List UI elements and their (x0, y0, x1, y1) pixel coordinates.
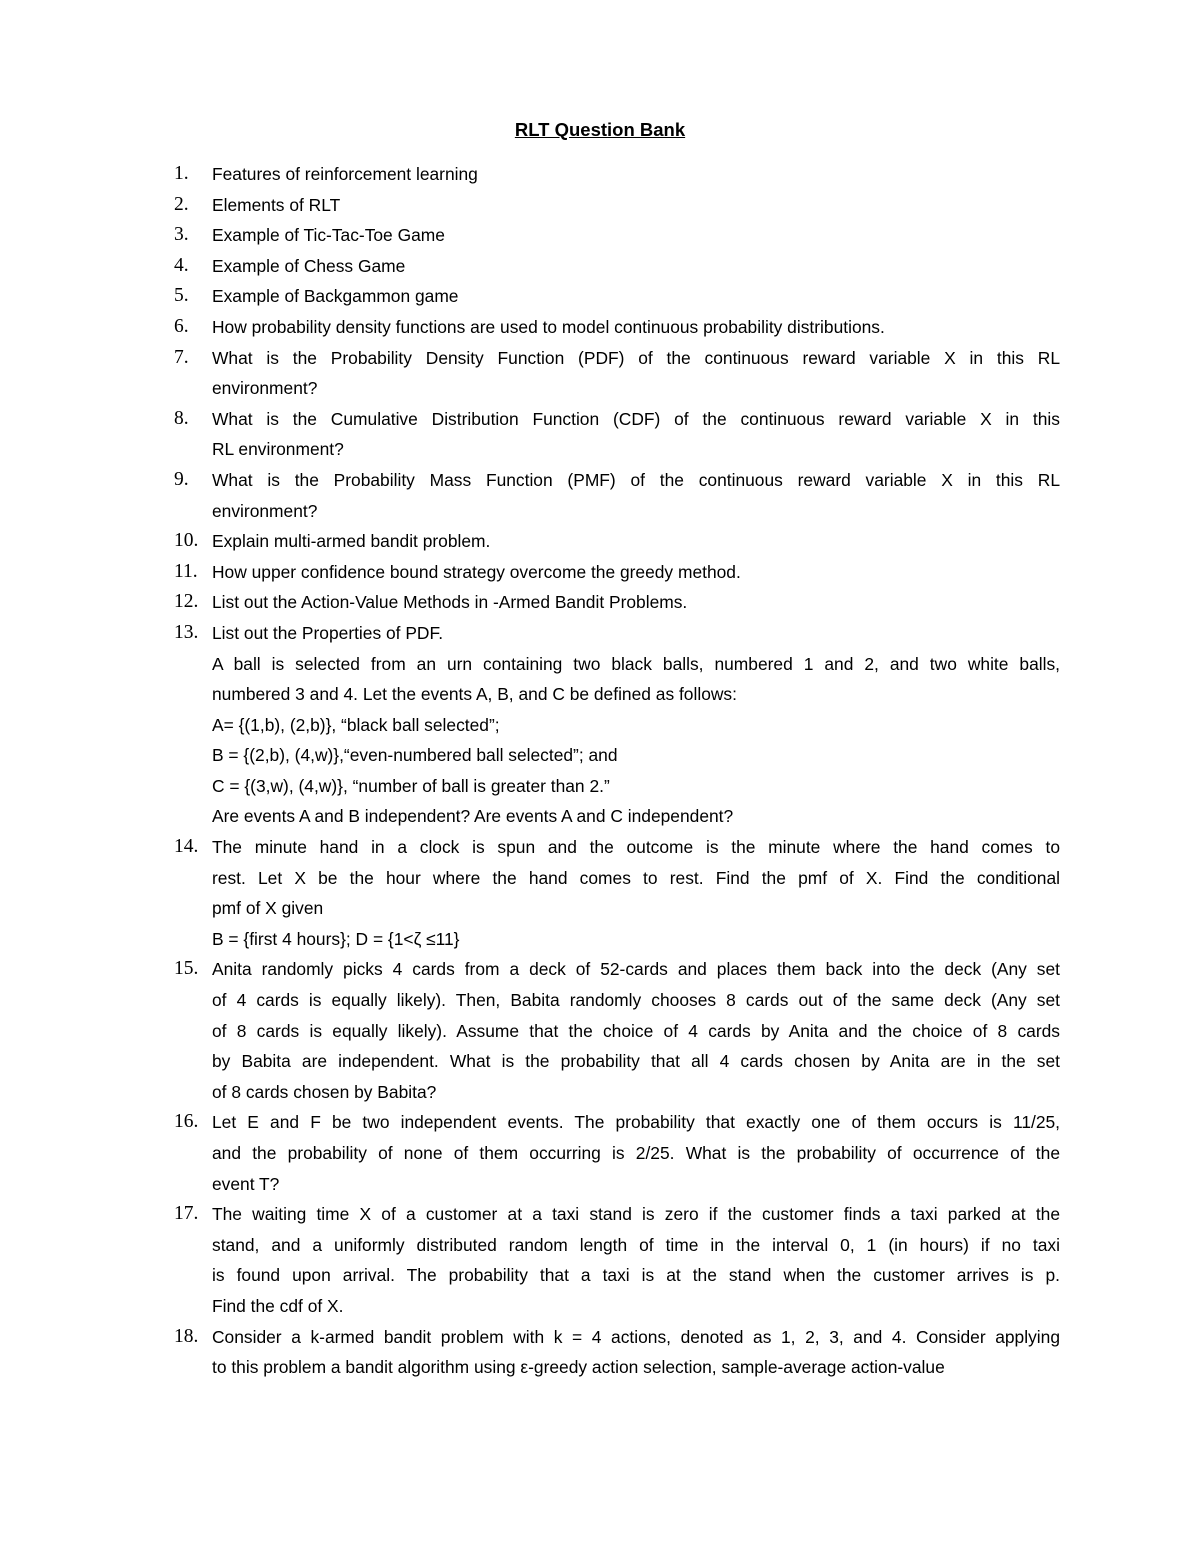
question-text-line: Example of Tic-Tac-Toe Game (212, 225, 445, 246)
question-number: 16. (174, 1111, 199, 1133)
question-text-line: rest. Let X be the hour where the hand comes to rest. Find the pmf of X. Find the conditional (212, 867, 1060, 888)
question-number: 2. (174, 193, 189, 215)
question-item (174, 587, 1060, 618)
question-text-line: Elements of RLT (212, 194, 341, 215)
question-number: 18. (174, 1325, 199, 1347)
question-text-line: numbered 3 and 4. Let the events A, B, and C be defined as follows: (212, 684, 737, 705)
question-item (174, 465, 1060, 526)
question-number: 9. (174, 468, 189, 490)
question-text-line: RL environment? (212, 439, 344, 460)
page-title: RLT Question Bank (514, 119, 686, 140)
question-number: 13. (174, 621, 199, 643)
question-number: 14. (174, 836, 199, 858)
question-text-line: Example of Backgammon game (212, 286, 459, 307)
question-number: 1. (174, 163, 189, 184)
question-item (174, 251, 1060, 282)
question-item (174, 832, 1060, 954)
question-text-line: What is the Cumulative Distribution Function (CDF) of the continuous reward variable X in this (212, 408, 1060, 429)
question-number: 7. (174, 346, 189, 368)
question-item (174, 190, 1060, 221)
question-text-line: by Babita are independent. What is the probability that all 4 cards chosen by Anita are in the set (212, 1051, 1060, 1072)
question-text-line: What is the Probability Mass Function (PMF) of the continuous reward variable X in this RL (212, 469, 1060, 490)
question-list (174, 159, 1060, 1383)
question-text-line: and the probability of none of them occurring is 2/25. What is the probability of occurrence of the (212, 1143, 1060, 1163)
question-text-line: to this problem a bandit algorithm using ε-greedy action selection, sample-average action-value (212, 1357, 945, 1378)
question-item (174, 159, 1060, 190)
question-text-line: Find the cdf of X. (212, 1295, 344, 1316)
question-text-line: Consider a k-armed bandit problem with k = 4 actions, denoted as 1, 2, 3, and 4. Consider applying (212, 1326, 1060, 1347)
question-text-line: event T? (212, 1173, 280, 1194)
question-item (174, 281, 1060, 312)
question-text-line: B = {(2,b), (4,w)},“even-numbered ball selected”; and (212, 745, 618, 766)
question-text-line: environment? (212, 500, 318, 521)
question-number: 10. (174, 530, 199, 552)
question-text-line: List out the Action-Value Methods in -Armed Bandit Problems. (212, 592, 688, 613)
question-item (174, 557, 1060, 588)
question-item (174, 343, 1060, 404)
question-number: 8. (174, 407, 189, 429)
question-text-line: The waiting time X of a customer at a taxi stand is zero if the customer finds a taxi parked at the (212, 1204, 1060, 1225)
question-text-line: of 8 cards chosen by Babita? (212, 1081, 437, 1102)
question-text-line: Example of Chess Game (212, 255, 406, 276)
question-item (174, 526, 1060, 557)
question-number: 5. (174, 285, 189, 307)
question-text-line: stand, and a uniformly distributed random length of time in the interval 0, 1 (in hours) if no taxi (212, 1234, 1060, 1255)
question-number: 4. (174, 254, 189, 276)
question-text-line: A= {(1,b), (2,b)}, “black ball selected”; (212, 714, 500, 735)
question-number: 3. (174, 224, 189, 246)
question-number: 17. (174, 1203, 199, 1225)
question-number: 15. (174, 958, 199, 980)
question-text-line: B = {first 4 hours}; D = {1<ζ ≤11} (212, 928, 460, 949)
question-item (174, 404, 1060, 465)
question-text-line: Anita randomly picks 4 cards from a deck of 52-cards and places them back into the deck (Any set (212, 959, 1060, 980)
question-text-line: Explain multi-armed bandit problem. (212, 531, 491, 552)
question-number: 6. (174, 315, 189, 337)
question-item (174, 1199, 1060, 1321)
question-item (174, 1322, 1060, 1383)
question-text-line: environment? (212, 378, 318, 399)
question-text-line: The minute hand in a clock is spun and the outcome is the minute where the hand comes to (212, 837, 1060, 858)
question-text-line: pmf of X given (212, 898, 324, 919)
question-text-line: How probability density functions are used to model continuous probability distributions. (212, 316, 885, 337)
question-item (174, 1107, 1060, 1199)
question-number: 11. (174, 560, 198, 582)
question-text-line: A ball is selected from an urn containing two black balls, numbered 1 and 2, and two white balls, (212, 653, 1060, 674)
question-item (174, 618, 1060, 832)
question-text-line: What is the Probability Density Function (PDF) of the continuous reward variable X in this RL (212, 347, 1060, 368)
question-text-line: is found upon arrival. The probability that a taxi is at the stand when the customer arrives is p. (212, 1265, 1060, 1286)
question-text-line: of 8 cards is equally likely). Assume that the choice of 4 cards by Anita and the choice of 8 cards (212, 1020, 1060, 1041)
question-text-line: Are events A and B independent? Are events A and C independent? (212, 806, 734, 827)
question-text-line: C = {(3,w), (4,w)}, “number of ball is greater than 2.” (212, 775, 610, 796)
question-item (174, 312, 1060, 343)
question-text-line: Let E and F be two independent events. The probability that exactly one of them occurs is 11/25, (212, 1112, 1060, 1133)
question-number: 12. (174, 591, 199, 613)
question-item (174, 220, 1060, 251)
question-text-line: of 4 cards is equally likely). Then, Babita randomly chooses 8 cards out of the same deck (Any set (212, 990, 1060, 1011)
question-text-line: List out the Properties of PDF. (212, 622, 444, 643)
question-text-line: How upper confidence bound strategy overcome the greedy method. (212, 561, 741, 582)
question-text-line: Features of reinforcement learning (212, 164, 478, 184)
question-item (174, 954, 1060, 1107)
